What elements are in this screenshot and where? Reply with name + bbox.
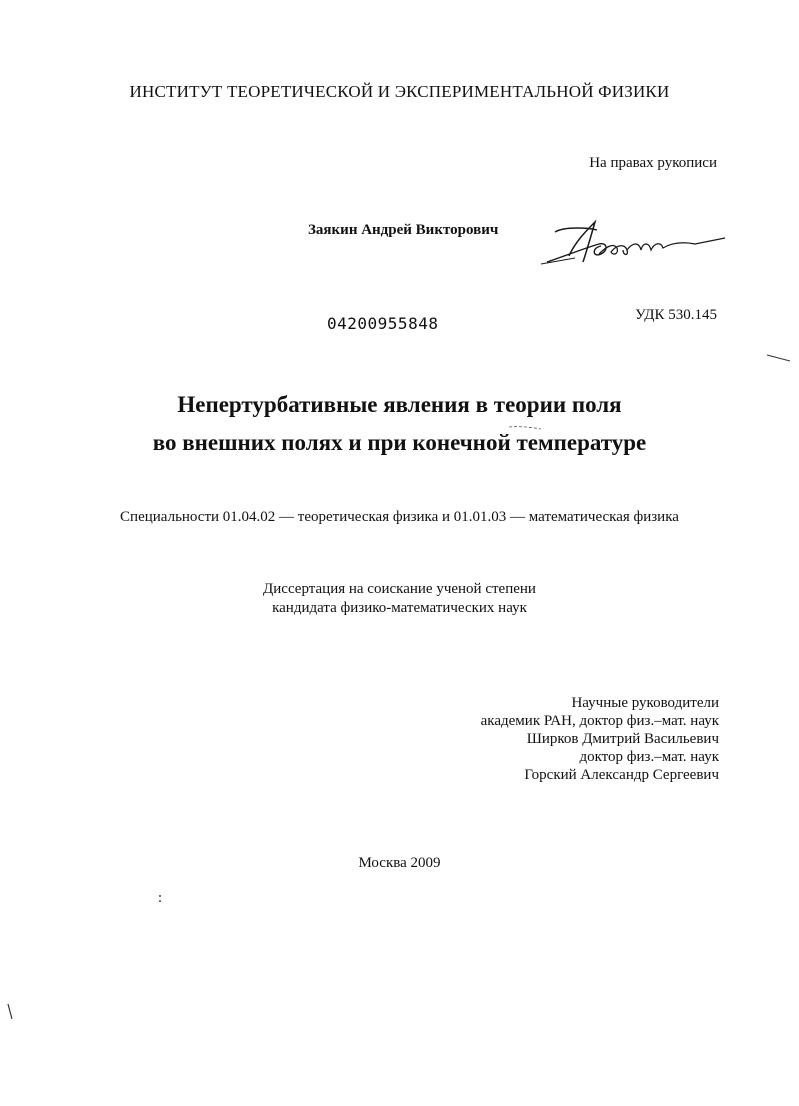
rights-note: На правах рукописи bbox=[589, 155, 717, 171]
author-name: Заякин Андрей Викторович bbox=[308, 222, 499, 238]
scan-artifact bbox=[156, 893, 164, 905]
degree-statement-line-1: Диссертация на соискание ученой степени bbox=[263, 581, 536, 597]
degree-statement bbox=[0, 580, 799, 618]
handwritten-signature bbox=[535, 212, 730, 272]
supervisor-2-rank: доктор физ.–мат. наук bbox=[579, 749, 719, 765]
supervisor-1-rank: академик РАН, доктор физ.–мат. наук bbox=[480, 713, 719, 729]
degree-statement-line-2: кандидата физико-математических наук bbox=[272, 600, 527, 616]
udk-code: УДК 530.145 bbox=[635, 307, 717, 323]
supervisor-1-name: Ширков Дмитрий Васильевич bbox=[526, 731, 719, 747]
dissertation-title-line-1: Непертурбативные явления в теории поля bbox=[177, 392, 622, 417]
dissertation-title-line-2: во внешних полях и при конечной температуре bbox=[152, 430, 647, 455]
stray-pen-mark bbox=[766, 352, 792, 364]
archive-number: 04200955848 bbox=[327, 314, 439, 333]
institute-name: ИНСТИТУТ ТЕОРЕТИЧЕСКОЙ И ЭКСПЕРИМЕНТАЛЬНОЙ ФИЗИКИ bbox=[129, 82, 670, 101]
city-year: Москва 2009 bbox=[358, 855, 441, 871]
supervisors-heading: Научные руководители bbox=[571, 695, 719, 711]
specialties-line: Специальности 01.04.02 — теоретическая физика и 01.01.03 — математическая физика bbox=[120, 509, 679, 525]
scan-artifact bbox=[5, 1003, 15, 1021]
supervisor-2-name: Горский Александр Сергеевич bbox=[524, 767, 719, 783]
supervisors-block bbox=[481, 694, 719, 784]
